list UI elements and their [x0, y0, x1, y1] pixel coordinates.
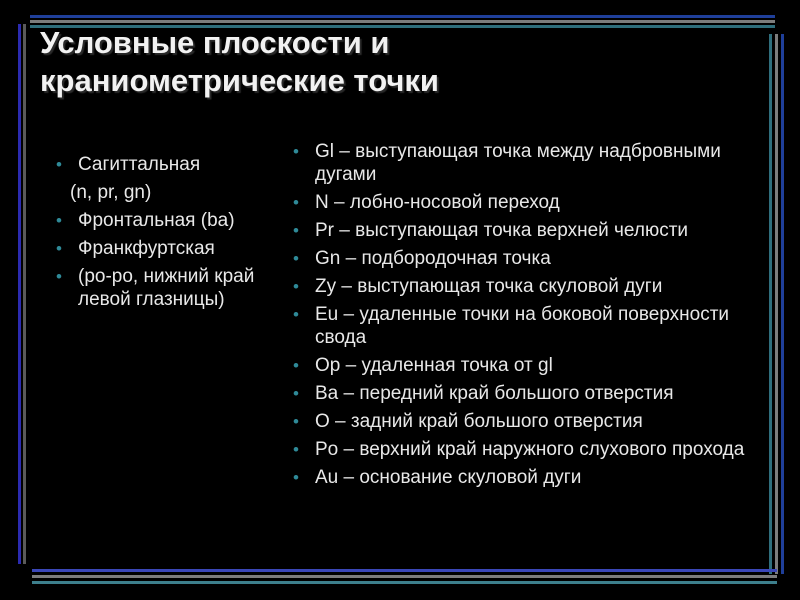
list-item [293, 140, 763, 186]
frame-line-left [23, 24, 26, 564]
bullet-icon: • [293, 193, 299, 212]
frame-line-right [775, 34, 778, 574]
list-item-text: Фронтальная (ba) [78, 210, 235, 231]
list-item [293, 275, 763, 298]
list-item-text: (po-po, нижний край левой глазницы) [78, 266, 255, 310]
frame-line-bottom [32, 581, 777, 584]
list-item-text: (n, pr, gn) [70, 182, 152, 203]
list-item-text: Au – основание скуловой дуги [315, 467, 582, 488]
list-item-text: Gn – подбородочная точка [315, 248, 551, 269]
bullet-icon: • [56, 211, 62, 230]
bullet-icon: • [56, 239, 62, 258]
list-item [56, 265, 266, 311]
frame-line-bottom [32, 569, 777, 572]
list-item [293, 247, 763, 270]
list-item-text: Po – верхний край наружного слухового прохода [315, 439, 745, 460]
list-item [293, 303, 763, 349]
title-line: краниометрические точки [40, 63, 439, 98]
list-item-text: Eu – удаленные точки на боковой поверхности свода [315, 304, 730, 348]
title-line: Условные плоскости и [40, 25, 390, 60]
list-item-text: Pr – выступающая точка верхней челюсти [315, 220, 689, 241]
bullet-icon: • [293, 305, 299, 324]
list-item-text: Zy – выступающая точка скуловой дуги [315, 276, 663, 297]
bullet-icon: • [293, 384, 299, 403]
bullet-icon: • [293, 142, 299, 161]
list-item-text: Gl – выступающая точка между надбровными дугами [315, 141, 721, 185]
frame-line-right [769, 34, 772, 574]
list-item [56, 181, 266, 204]
list-item-text: Франкфуртская [78, 238, 215, 259]
bullet-icon: • [56, 267, 62, 286]
planes-list [56, 153, 266, 316]
list-item [293, 191, 763, 214]
frame-line-bottom [32, 575, 777, 578]
frame-line-right [781, 34, 784, 574]
points-list [293, 140, 763, 494]
list-item [293, 219, 763, 242]
list-item [293, 382, 763, 405]
list-item [293, 466, 763, 489]
list-item [293, 438, 763, 461]
bullet-icon: • [293, 221, 299, 240]
list-item [56, 237, 266, 260]
list-item-text: Op – удаленная точка от gl [315, 355, 553, 376]
bullet-icon: • [293, 412, 299, 431]
list-item-text: Ba – передний край большого отверстия [315, 383, 674, 404]
list-item [293, 354, 763, 377]
list-item-text: Сагиттальная [78, 154, 201, 175]
frame-line-top [30, 15, 775, 18]
bullet-icon: • [293, 249, 299, 268]
list-item-text: N – лобно-носовой переход [315, 192, 560, 213]
list-item [56, 153, 266, 176]
bullet-icon: • [293, 468, 299, 487]
frame-line-left [18, 24, 21, 564]
frame-line-top [30, 20, 775, 23]
slide-title [40, 24, 740, 100]
list-item-text: O – задний край большого отверстия [315, 411, 643, 432]
bullet-icon: • [293, 277, 299, 296]
bullet-icon: • [56, 155, 62, 174]
list-item [56, 209, 266, 232]
list-item [293, 410, 763, 433]
bullet-icon: • [293, 356, 299, 375]
bullet-icon: • [293, 440, 299, 459]
